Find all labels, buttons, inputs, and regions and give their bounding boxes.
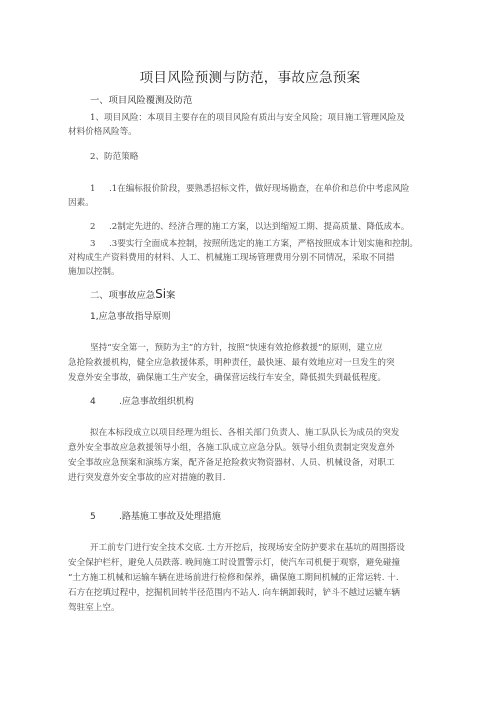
risk-paragraph-line: 材料价格风险等。	[68, 127, 137, 137]
strategy-item-1-cont: 因素。	[68, 198, 94, 208]
roadbed-paragraph-line: 开工前专门进行安全技术交底. 土方开挖后，按现场安全防护要求在基坑的周围搭设	[90, 543, 405, 553]
item-text: .1在编标报价阶段，要熟悉招标文件，做好现场勘查，在单价和总价中考虑风险	[109, 184, 410, 194]
organization-paragraph-line: 拟在本标段成立以项目经理为组长、各相关部门负责人、施工队队长为成员的突发	[90, 428, 400, 438]
strategy-item-3	[90, 239, 418, 250]
item-number: 1	[90, 184, 96, 194]
subheading-text: .路基施工事故及处理措施	[119, 512, 221, 522]
item-number: 3	[90, 239, 96, 249]
item-text: .2制定先进的、经济合理的施工方案，以达到缩短工期、提高质量、降低成本。	[109, 222, 410, 232]
item-number: 2	[90, 222, 96, 232]
subheading-number: 5	[90, 512, 96, 522]
roadbed-paragraph-line: 驾驻室上空。	[68, 603, 120, 613]
roadbed-paragraph-line: 石方在挖填过程中，挖掘机回转半径范围内不站人. 向车辆卸载时，铲斗不越过运辘车辆	[68, 588, 401, 598]
principle-paragraph-line: 发意外安全事故，确保施工生产安全，确保营运线行车安全，降低损失到最低程度。	[68, 373, 386, 383]
roadbed-paragraph-line: “土方施工机械和运输车辆在进场前进行检修和保养，确保施工期间机械的正常运转. 十.	[68, 573, 399, 583]
strategy-item-2	[90, 222, 409, 233]
heading-text: 案	[166, 290, 176, 301]
principle-paragraph-line: 急抢险救援机构，健全应急救援体系，明种责任，最快速、最有效地应对一旦发生的突	[68, 358, 395, 368]
heading-text: Si	[155, 287, 167, 301]
organization-paragraph-line: 进行突发意外安全事故的应对措施的教目.	[68, 473, 226, 483]
strategy-item-3-cont: 施加以控制。	[68, 267, 120, 277]
subheading-3	[90, 512, 221, 523]
heading-text: 二、项事故应急	[90, 290, 156, 301]
subheading-text: .应急事故组织机构	[119, 397, 194, 407]
principle-paragraph-line: 坚持“安全第一，预防为主”的方针，按照“快速有效抢修救援”的原则，建立应	[90, 343, 383, 353]
subheading-2	[90, 397, 194, 408]
strategy-item-1	[90, 184, 409, 195]
risk-paragraph-line: 1、项目风险：本项目主要存在的项目风险有质出与安全风险；项目施工管理风险及	[90, 113, 405, 123]
subheading-number: 4	[90, 397, 96, 407]
organization-paragraph-line: 安全事故应急预案和演练方案，配齐备足抢险救灾物资器材、人员、机械设备，对职工	[68, 458, 395, 468]
organization-paragraph-line: 意外安全事故应急救援领导小组，各施工队成立应急分队。领导小组负责制定突发意外	[68, 443, 395, 453]
strategy-heading: 2、防范策略	[90, 152, 139, 162]
item-text: .3要实行全面成本控制，按照所选定的施工方案，严格按照成本计划实施和控制。	[109, 239, 418, 249]
roadbed-paragraph-line: 安全保护栏杆，避免人员跌落. 晚间施工时设置警示灯，使汽车司机便于观察，避免碰撞	[68, 558, 401, 568]
strategy-item-3-cont: 对构成生产资料费用的材料、人工、机械施工现场管理费用分别不同情况，采取不同措	[68, 253, 395, 263]
subheading-1: 1,应急事故指导原则	[90, 312, 171, 322]
page-title: 项目风险预测与防范，事故应急预案	[139, 70, 361, 86]
section-heading-1: 一、项目风险覆测及防范	[90, 95, 193, 106]
section-heading-2	[90, 289, 175, 301]
